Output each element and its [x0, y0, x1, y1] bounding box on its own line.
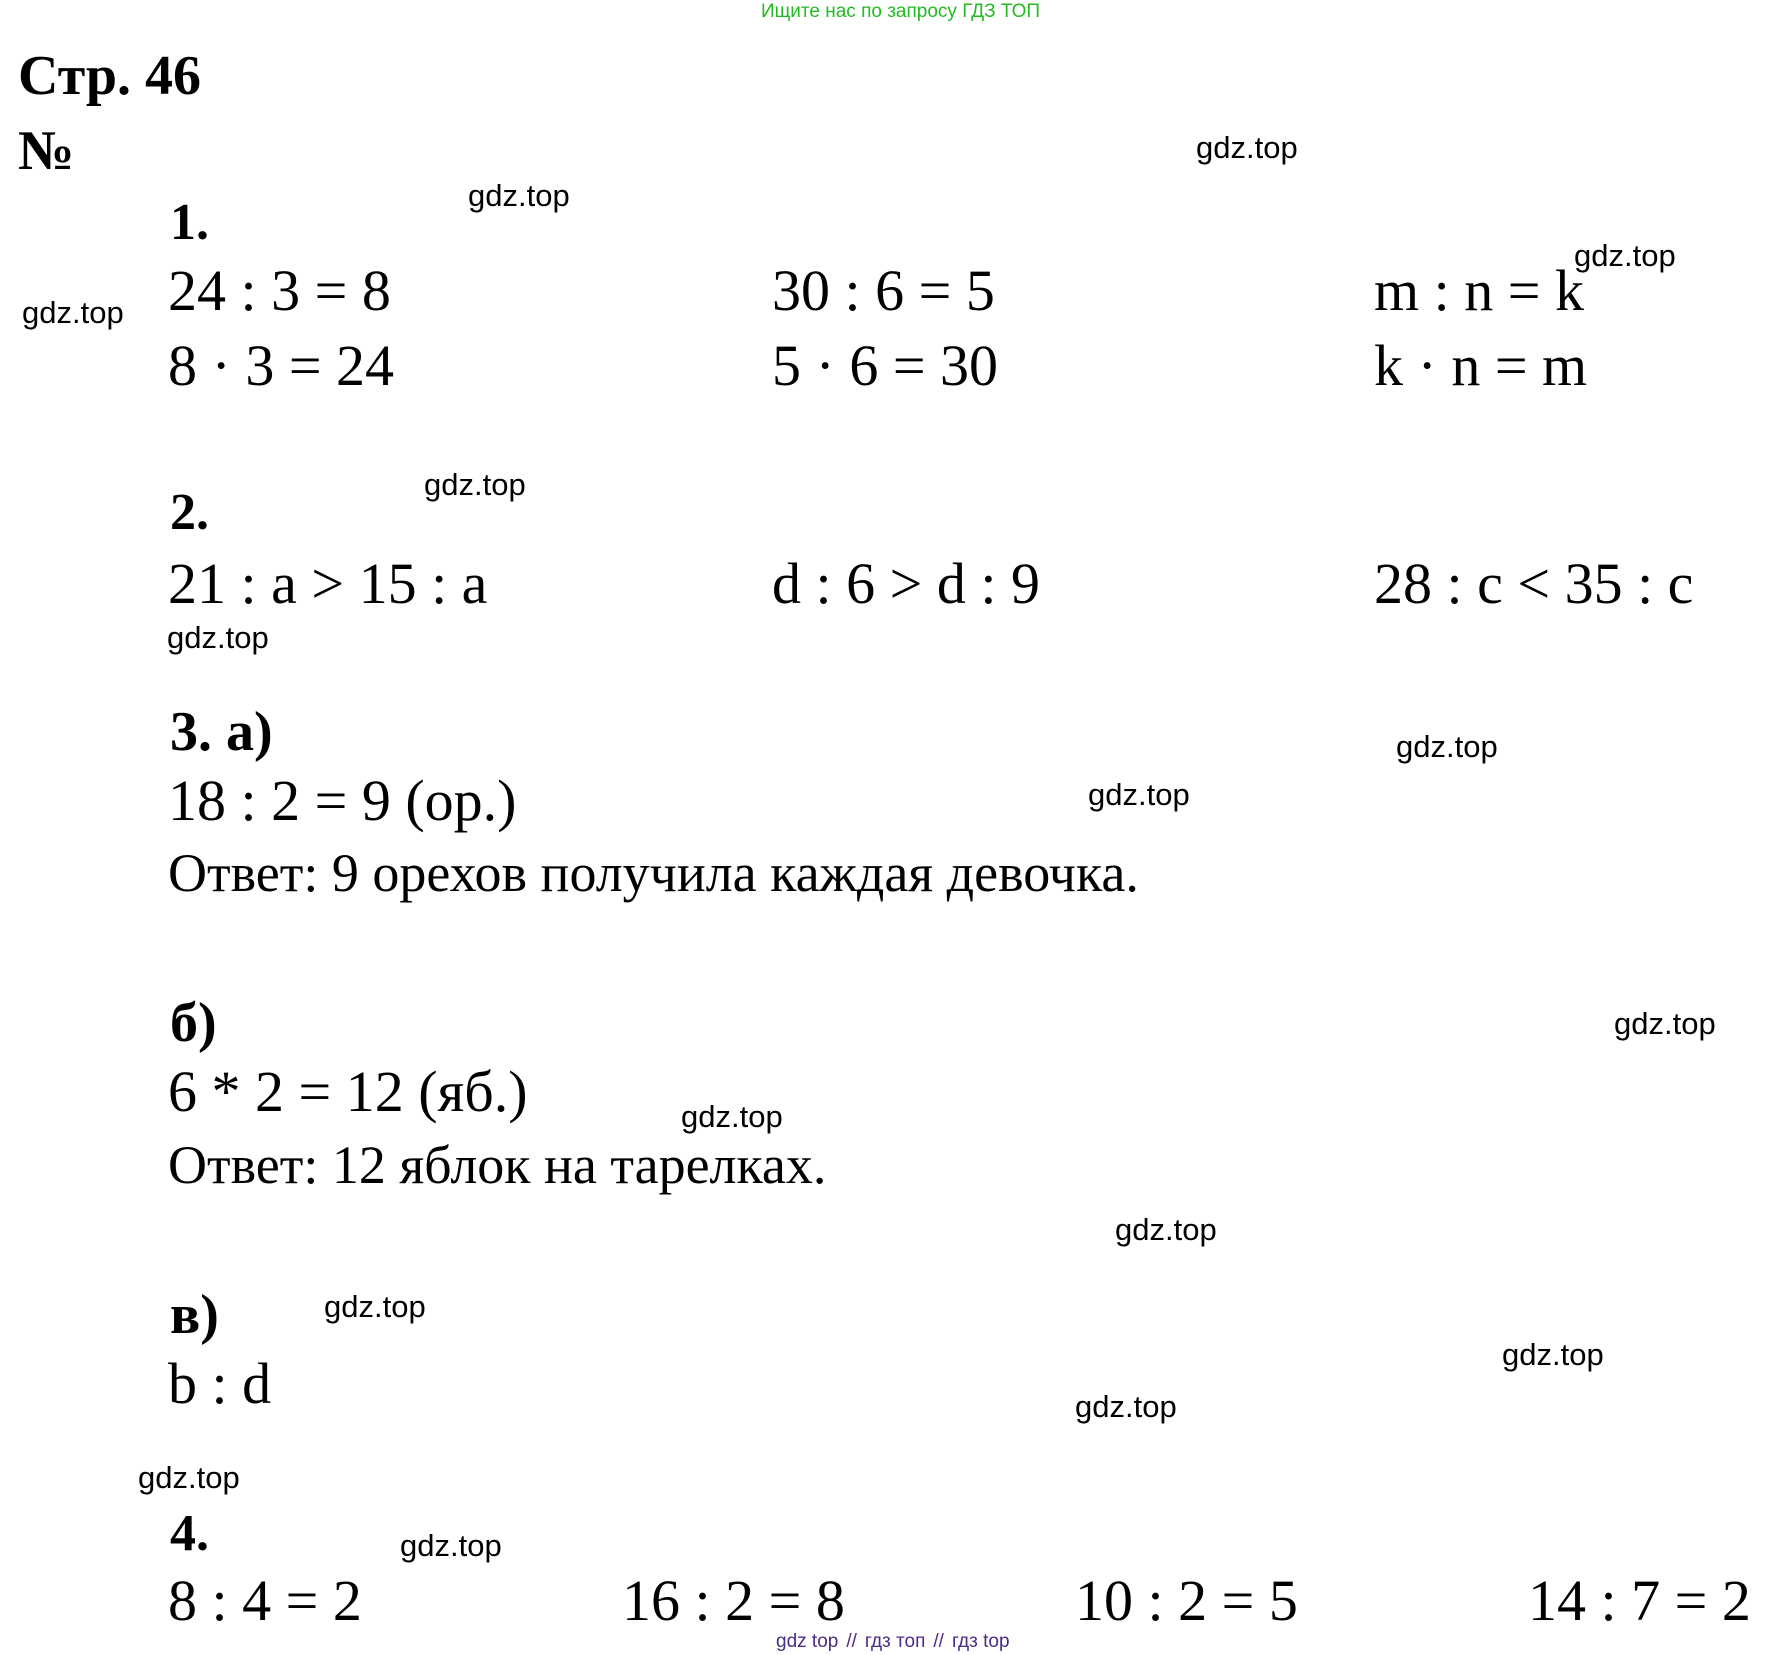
watermark: gdz.top — [22, 295, 124, 330]
watermark: gdz.top — [424, 467, 526, 502]
task-4-expr: 16 : 2 = 8 — [622, 1568, 845, 1633]
task-3b-answer: Ответ: 12 яблок на тарелках. — [168, 1135, 827, 1195]
task-3b-label: б) — [170, 992, 217, 1054]
task-3a-answer: Ответ: 9 орехов получила каждая девочка. — [168, 843, 1139, 903]
bottom-banner — [776, 1632, 1010, 1651]
watermark: gdz.top — [400, 1528, 502, 1563]
task-3a-label: 3. а) — [170, 701, 273, 763]
bottom-banner-part: гдз топ — [864, 1631, 926, 1652]
task-1-expr: 24 : 3 = 8 — [168, 258, 391, 323]
task-3c-label: в) — [170, 1284, 219, 1346]
watermark: gdz.top — [324, 1289, 426, 1324]
task-1-expr: m : n = k — [1374, 258, 1584, 323]
watermark: gdz.top — [1088, 777, 1190, 812]
task-2-expr: 28 : c < 35 : c — [1374, 551, 1694, 616]
watermark: gdz.top — [167, 620, 269, 655]
watermark: gdz.top — [138, 1460, 240, 1495]
task-4-label: 4. — [170, 1505, 209, 1562]
bottom-banner-part: гдз top — [951, 1631, 1010, 1652]
task-3c-solution: b : d — [168, 1351, 272, 1416]
watermark: gdz.top — [1502, 1337, 1604, 1372]
watermark: gdz.top — [1075, 1389, 1177, 1424]
task-4-expr: 14 : 7 = 2 — [1528, 1568, 1751, 1633]
watermark: gdz.top — [1574, 238, 1676, 273]
task-3b-solution: 6 * 2 = 12 (яб.) — [168, 1059, 528, 1124]
watermark: gdz.top — [681, 1099, 783, 1134]
task-1-label: 1. — [170, 194, 209, 251]
task-3a-solution: 18 : 2 = 9 (ор.) — [168, 768, 517, 833]
page-title: Стр. 46 — [18, 45, 202, 107]
watermark: gdz.top — [1196, 130, 1298, 165]
watermark: gdz.top — [468, 178, 570, 213]
task-4-expr: 10 : 2 = 5 — [1075, 1568, 1298, 1633]
task-1-expr: 5 · 6 = 30 — [772, 333, 999, 398]
bottom-banner-part: gdz top — [776, 1631, 839, 1652]
task-2-label: 2. — [170, 484, 209, 541]
task-1-expr: 30 : 6 = 5 — [772, 258, 995, 323]
task-1-expr: k · n = m — [1374, 333, 1588, 398]
watermark: gdz.top — [1396, 729, 1498, 764]
task-2-expr: 21 : a > 15 : a — [168, 551, 488, 616]
watermark: gdz.top — [1115, 1212, 1217, 1247]
bottom-banner-separator: // — [933, 1631, 944, 1652]
number-sign: № — [18, 120, 75, 182]
task-4-expr: 8 : 4 = 2 — [168, 1568, 362, 1633]
watermark: gdz.top — [1614, 1006, 1716, 1041]
task-2-expr: d : 6 > d : 9 — [772, 551, 1040, 616]
top-banner: Ищите нас по запросу ГДЗ ТОП — [761, 1, 1041, 22]
bottom-banner-separator: // — [846, 1631, 857, 1652]
task-1-expr: 8 · 3 = 24 — [168, 333, 395, 398]
